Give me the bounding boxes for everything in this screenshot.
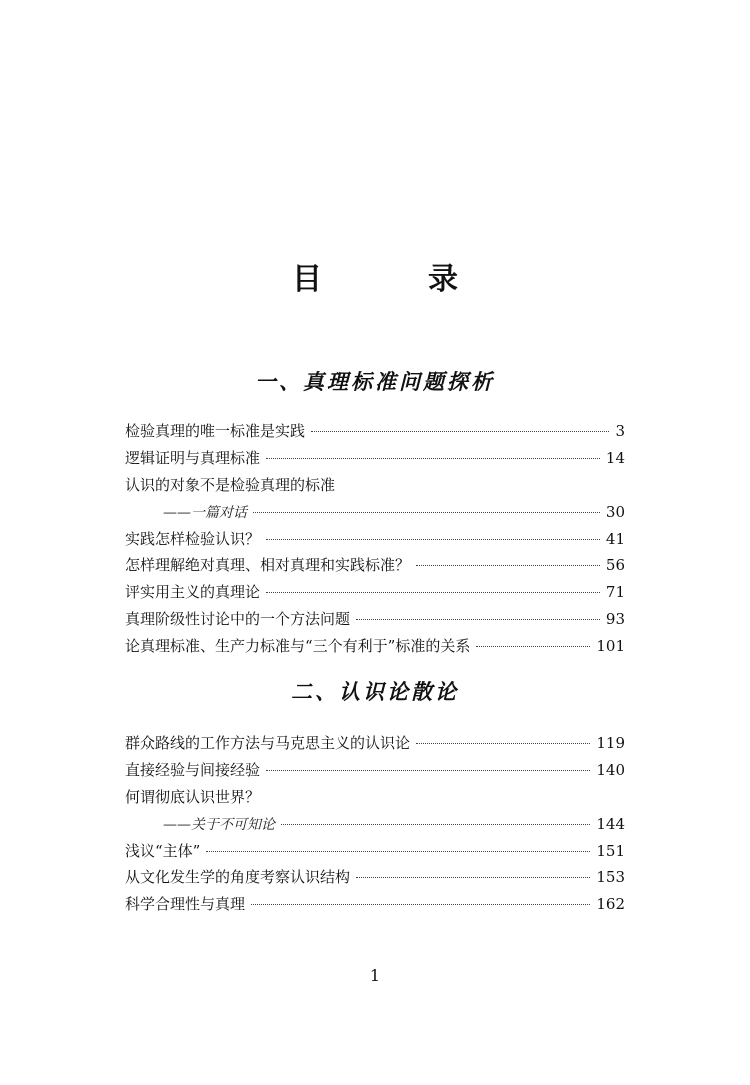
dot-leader bbox=[476, 646, 590, 647]
entry-subtitle: ——关于不可知论 bbox=[163, 816, 275, 833]
entry-page-number: 56 bbox=[605, 556, 625, 575]
entry-page-number: 162 bbox=[596, 895, 625, 914]
entry-title: 科学合理性与真理 bbox=[125, 895, 246, 914]
dot-leader bbox=[311, 431, 609, 432]
dot-leader bbox=[281, 824, 590, 825]
entry-title: 从文化发生学的角度考察认识结构 bbox=[125, 868, 351, 887]
entry-page-number: 3 bbox=[615, 422, 625, 440]
toc-entry[interactable] bbox=[125, 418, 625, 445]
entry-page-number: 151 bbox=[596, 841, 625, 860]
dot-leader bbox=[416, 743, 590, 744]
entry-title: 检验真理的唯一标准是实践 bbox=[125, 422, 306, 440]
entry-page-number: 41 bbox=[605, 529, 625, 548]
entry-page-number: 119 bbox=[596, 734, 625, 752]
toc-entry-subtitle[interactable] bbox=[125, 499, 625, 526]
entry-title: 认识的对象不是检验真理的标准 bbox=[125, 475, 336, 494]
dot-leader bbox=[266, 770, 590, 771]
entry-page-number: 14 bbox=[605, 448, 625, 467]
entry-title: 评实用主义的真理论 bbox=[125, 583, 261, 602]
page-number-footer: 1 bbox=[369, 966, 381, 985]
entry-title: 浅议“主体” bbox=[125, 841, 201, 860]
entry-page-number: 140 bbox=[596, 760, 625, 779]
toc-entry[interactable] bbox=[125, 445, 625, 472]
entry-title: 实践怎样检验认识？ bbox=[125, 529, 261, 548]
section-heading-1: 一、真理标准问题探析 bbox=[255, 369, 495, 394]
entry-title: 直接经验与间接经验 bbox=[125, 760, 261, 779]
dot-leader bbox=[266, 458, 600, 459]
dot-leader bbox=[266, 592, 600, 593]
dot-leader bbox=[356, 877, 590, 878]
toc-entry[interactable] bbox=[125, 784, 625, 811]
dot-leader bbox=[206, 851, 590, 852]
dot-leader bbox=[253, 512, 600, 513]
toc-entry[interactable] bbox=[125, 891, 625, 918]
toc-entry[interactable] bbox=[125, 606, 625, 633]
section-heading-2: 二、认识论散论 bbox=[291, 679, 459, 704]
toc-entry-subtitle[interactable] bbox=[125, 811, 625, 838]
toc-entry[interactable] bbox=[125, 864, 625, 891]
entry-title: 真理阶级性讨论中的一个方法问题 bbox=[125, 610, 351, 629]
toc-entry[interactable] bbox=[125, 579, 625, 606]
entry-page-number: 153 bbox=[596, 868, 625, 887]
entry-page-number: 144 bbox=[596, 814, 625, 833]
toc-entry[interactable] bbox=[125, 633, 625, 660]
entry-page-number: 30 bbox=[605, 502, 625, 521]
entry-title: 群众路线的工作方法与马克思主义的认识论 bbox=[125, 734, 411, 752]
toc-list-section-2 bbox=[125, 730, 625, 918]
dot-leader bbox=[356, 619, 600, 620]
toc-list-section-1 bbox=[125, 418, 625, 660]
entry-page-number: 71 bbox=[605, 583, 625, 602]
toc-entry[interactable] bbox=[125, 838, 625, 865]
page-title: 目 录 bbox=[292, 262, 496, 297]
dot-leader bbox=[416, 565, 600, 566]
entry-title: 逻辑证明与真理标准 bbox=[125, 448, 261, 467]
dot-leader bbox=[251, 904, 590, 905]
entry-page-number: 101 bbox=[596, 637, 625, 656]
entry-title: 论真理标准、生产力标准与“三个有利于”标准的关系 bbox=[125, 637, 471, 656]
entry-subtitle: ——一篇对话 bbox=[163, 504, 247, 521]
toc-entry[interactable] bbox=[125, 757, 625, 784]
toc-entry[interactable] bbox=[125, 730, 625, 757]
toc-entry[interactable] bbox=[125, 526, 625, 553]
toc-entry[interactable] bbox=[125, 472, 625, 499]
entry-title: 怎样理解绝对真理、相对真理和实践标准？ bbox=[125, 556, 411, 575]
toc-entry[interactable] bbox=[125, 552, 625, 579]
entry-title: 何谓彻底认识世界？ bbox=[125, 787, 261, 806]
entry-page-number: 93 bbox=[605, 610, 625, 629]
dot-leader bbox=[266, 539, 600, 540]
